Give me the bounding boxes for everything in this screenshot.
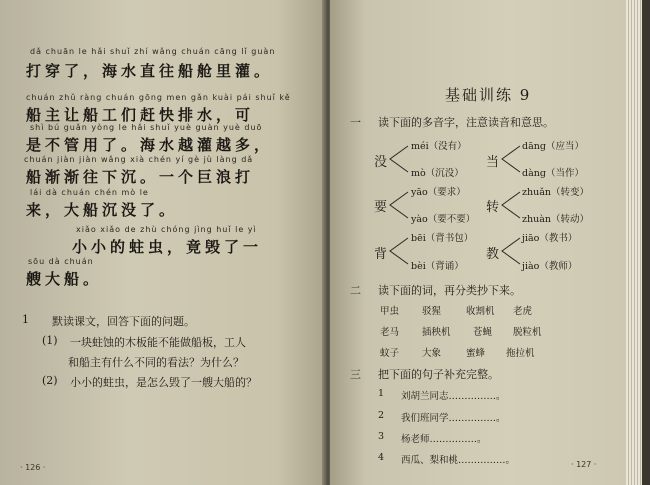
pinyin-line: lái dà chuán chén mò le [30, 188, 149, 197]
exercise-prompt: 默读课文，回答下面的问题。 [52, 315, 195, 328]
word: 大象 [422, 348, 442, 359]
bracket-icon [388, 140, 410, 180]
question-number: (2) [42, 374, 58, 387]
exercise-number: 1 [22, 313, 29, 326]
text-line: 来，大船沉没了。 [26, 201, 179, 219]
item-number: 3 [378, 431, 385, 442]
item-text: 我们班同学……………。 [401, 413, 506, 424]
text-line: 船主让船工们赶快排水，可 [26, 106, 255, 124]
background-edge [642, 0, 650, 485]
item-number: 4 [378, 452, 385, 463]
pinyin-line: chuán zhǔ ràng chuán gōng men gǎn kuài pái shuǐ kě [26, 93, 291, 102]
reading-bottom: jiào（教师） [522, 261, 578, 272]
bracket-icon [500, 140, 522, 180]
pinyin-line: dǎ chuān le hǎi shuǐ zhí wǎng chuán cāng lǐ guàn [30, 47, 276, 56]
item-text: 刘胡兰同志……………。 [401, 391, 506, 402]
reading-bottom: dàng（当作） [522, 168, 584, 179]
reading-bottom: mò（沉没） [411, 168, 464, 179]
polyphone-char: 要 [374, 200, 388, 215]
page-number: · 126 · [20, 463, 46, 472]
pinyin-line: sōu dà chuán [28, 257, 94, 266]
word: 脱粒机 [513, 327, 542, 338]
bracket-icon [388, 232, 410, 272]
word: 老马 [380, 327, 400, 338]
word: 老虎 [513, 306, 533, 317]
word: 插秧机 [422, 327, 451, 338]
bracket-icon [500, 232, 522, 272]
section-number: 二 [350, 284, 361, 297]
polyphone-char: 转 [486, 200, 500, 215]
reading-top: yāo（要求） [411, 187, 466, 198]
word: 蚊子 [380, 348, 400, 359]
polyphone-char: 背 [374, 247, 388, 262]
page-number: · 127 · [571, 460, 597, 469]
reading-bottom: yào（要不要） [411, 214, 476, 225]
text-line: 船渐渐往下沉。一个巨浪打 [26, 168, 255, 186]
word: 苍蝇 [473, 327, 493, 338]
word: 驳猩 [422, 306, 442, 317]
question-text-cont: 和船主有什么不同的看法？为什么？ [68, 356, 244, 369]
item-text: 西瓜、梨和桃……………。 [401, 455, 516, 466]
question-text: 小小的蛀虫，是怎么毁了一艘大船的？ [70, 376, 257, 389]
section-number: 一 [350, 116, 361, 129]
section-prompt: 把下面的句子补充完整。 [378, 368, 499, 381]
word: 收割机 [466, 306, 495, 317]
polyphone-char: 当 [486, 155, 500, 170]
section-prompt: 读下面的词，再分类抄下来。 [378, 284, 521, 297]
pinyin-line: xiǎo xiǎo de zhù chóng jìng huǐ le yì [76, 225, 257, 234]
polyphone-char: 教 [486, 247, 500, 262]
item-number: 2 [378, 410, 385, 421]
item-number: 1 [378, 388, 385, 399]
text-line: 是不管用了。海水越灌越多， [26, 136, 274, 154]
pinyin-line: shì bú guǎn yòng le hǎi shuǐ yuè guàn yuè duō [30, 123, 263, 132]
reading-top: dāng（应当） [522, 141, 584, 152]
bracket-icon [388, 186, 410, 226]
pinyin-line: chuán jiàn jiàn wǎng xià chén yí gè jù làng dǎ [24, 155, 254, 164]
question-text: 一块蛀蚀的木板能不能做船板，工人 [70, 336, 246, 349]
question-number: (1) [42, 334, 58, 347]
word: 拖拉机 [506, 348, 535, 359]
word: 蜜蜂 [466, 348, 486, 359]
exercise-title: 基础训练 9 [445, 86, 532, 104]
section-number: 三 [350, 368, 361, 381]
reading-top: méi（没有） [411, 141, 467, 152]
section-prompt: 读下面的多音字，注意读音和意思。 [378, 116, 554, 129]
reading-top: bēi（背书包） [411, 233, 474, 244]
reading-bottom: zhuàn（转动） [522, 214, 590, 225]
reading-bottom: bèi（背诵） [411, 261, 464, 272]
text-line: 小小的蛀虫，竟毁了一 [72, 238, 263, 256]
polyphone-char: 没 [374, 155, 388, 170]
bracket-icon [500, 186, 522, 226]
text-line: 打穿了，海水直往船舱里灌。 [26, 62, 274, 80]
word: 甲虫 [380, 306, 400, 317]
reading-top: zhuǎn（转变） [522, 187, 590, 198]
reading-top: jiāo（教书） [522, 233, 578, 244]
item-text: 杨老师……………。 [401, 434, 487, 445]
text-line: 艘大船。 [26, 270, 103, 288]
